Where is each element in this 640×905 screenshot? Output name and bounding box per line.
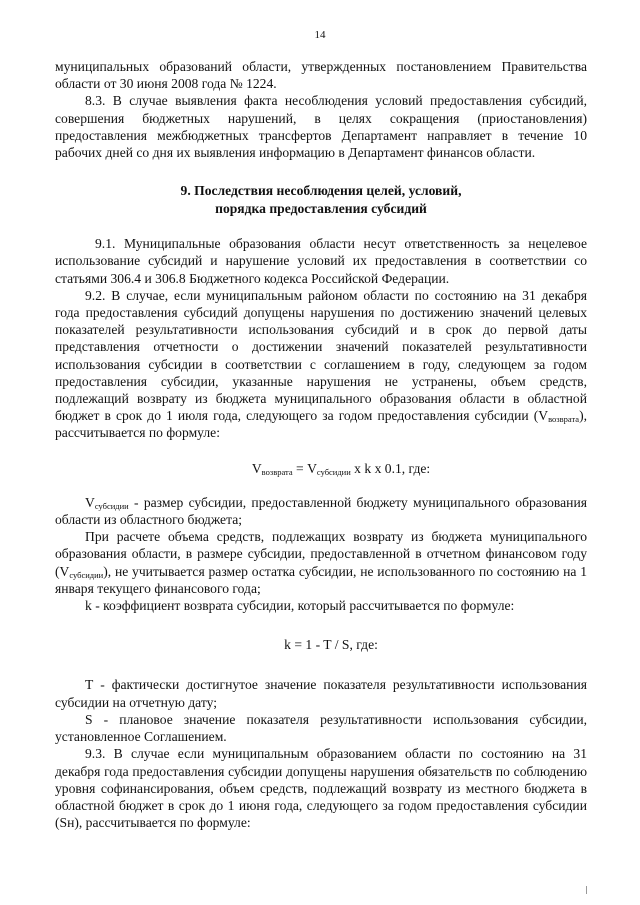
definition-k: k - коэффициент возврата субсидии, который рассчитывается по формуле: (85, 598, 515, 614)
formula1-sub1: возврата (261, 466, 293, 477)
section-title-line1: 9. Последствия несоблюдения целей, условий, (180, 183, 462, 199)
formula-coefficient: k = 1 - T / S, где: (284, 637, 378, 653)
paragraph-intro: муниципальных образований области, утвержденных постановлением Правительства области от 30 июня 2008 года № 1224. (55, 59, 587, 92)
formula1-rest: x k x 0.1, где: (350, 460, 431, 476)
paragraph-9-3: 9.3. В случае если муниципальным образованием области по состоянию на 31 декабря года предоставления субсидии допущены нарушения обязательств по соблюдению уровня софинансирования, объем средств, подлежащий возврату из местного бюджета в областной бюджет в срок до 1 июня года, следующего за годом предоставления субсидии (Sн), рассчитывается по формуле: (55, 746, 587, 831)
calc-tail: ), не учитывается размер остатка субсидии, не использованного по состоянию на 1 января текущего финансового года; (55, 563, 587, 596)
definition-s: S - плановое значение показателя результативности использования субсидии, установленное Соглашением. (55, 711, 587, 745)
formula1-v: V (251, 460, 262, 476)
paragraph-9-2-text: 9.2. В случае, если муниципальным районом области по состоянию на 31 декабря года предоставления субсидий допущены нарушения по достижению значений целевых показателей результативности использования субсидий и в срок до первой даты представления отчетности о достижении значений показателей результативности использования субсидии в соответствии с соглашением в году, следующем за годом предоставления субсидии, указанные нарушения не устранены, объем средств, подлежащий возврату из бюджета муниципального образования области в областной бюджет в срок до 1 июля года, следующего за годом предоставления субсидии (V (55, 287, 587, 424)
calc-text: При расчете объема средств, подлежащих возврату из бюджета муниципального образования области, в размере субсидии, предоставленной в отчетном финансовом году (V (55, 529, 587, 579)
def-v-text: - размер субсидии, предоставленной бюджету муниципального образования области из областного бюджета; (55, 494, 587, 528)
def-v-sub: субсидии (94, 500, 129, 511)
paragraph-calculation (55, 528, 587, 597)
formula1-sub2: субсидии (316, 466, 351, 477)
scan-mark (586, 886, 587, 894)
formula-return-volume (55, 460, 587, 477)
page-content (55, 58, 587, 831)
def-v-letter: V (85, 494, 95, 510)
formula1-mid: = V (292, 460, 317, 476)
paragraph-9-2-sub: возврата (548, 414, 580, 425)
section-title (55, 182, 587, 217)
paragraph-9-2-tail: ), рассчитывается по формуле: (55, 408, 587, 441)
paragraph-9-2 (55, 287, 587, 442)
page-number: 14 (314, 29, 326, 41)
definition-t: Т - фактически достигнутое значение показателя результативности использования субсидии на отчетную дату; (55, 677, 587, 710)
paragraph-8-3: 8.3. В случае выявления факта несоблюдения условий предоставления субсидий, совершения бюджетных нарушений, в целях сокращения (приостановления) предоставления межбюджетных трансфертов Департамент направляет в течение 10 рабочих дней со дня их выявления информацию в Департамент финансов области. (55, 93, 587, 161)
section-title-line2: порядка предоставления субсидий (215, 200, 427, 216)
paragraph-9-1: 9.1. Муниципальные образования области несут ответственность за нецелевое использование субсидий и нарушение условий их предоставления в соответствии со статьями 306.4 и 306.8 Бюджетного кодекса Российской Федерации. (55, 236, 587, 286)
definition-v-subsidy (55, 494, 587, 528)
calc-sub: субсидии (69, 569, 104, 580)
